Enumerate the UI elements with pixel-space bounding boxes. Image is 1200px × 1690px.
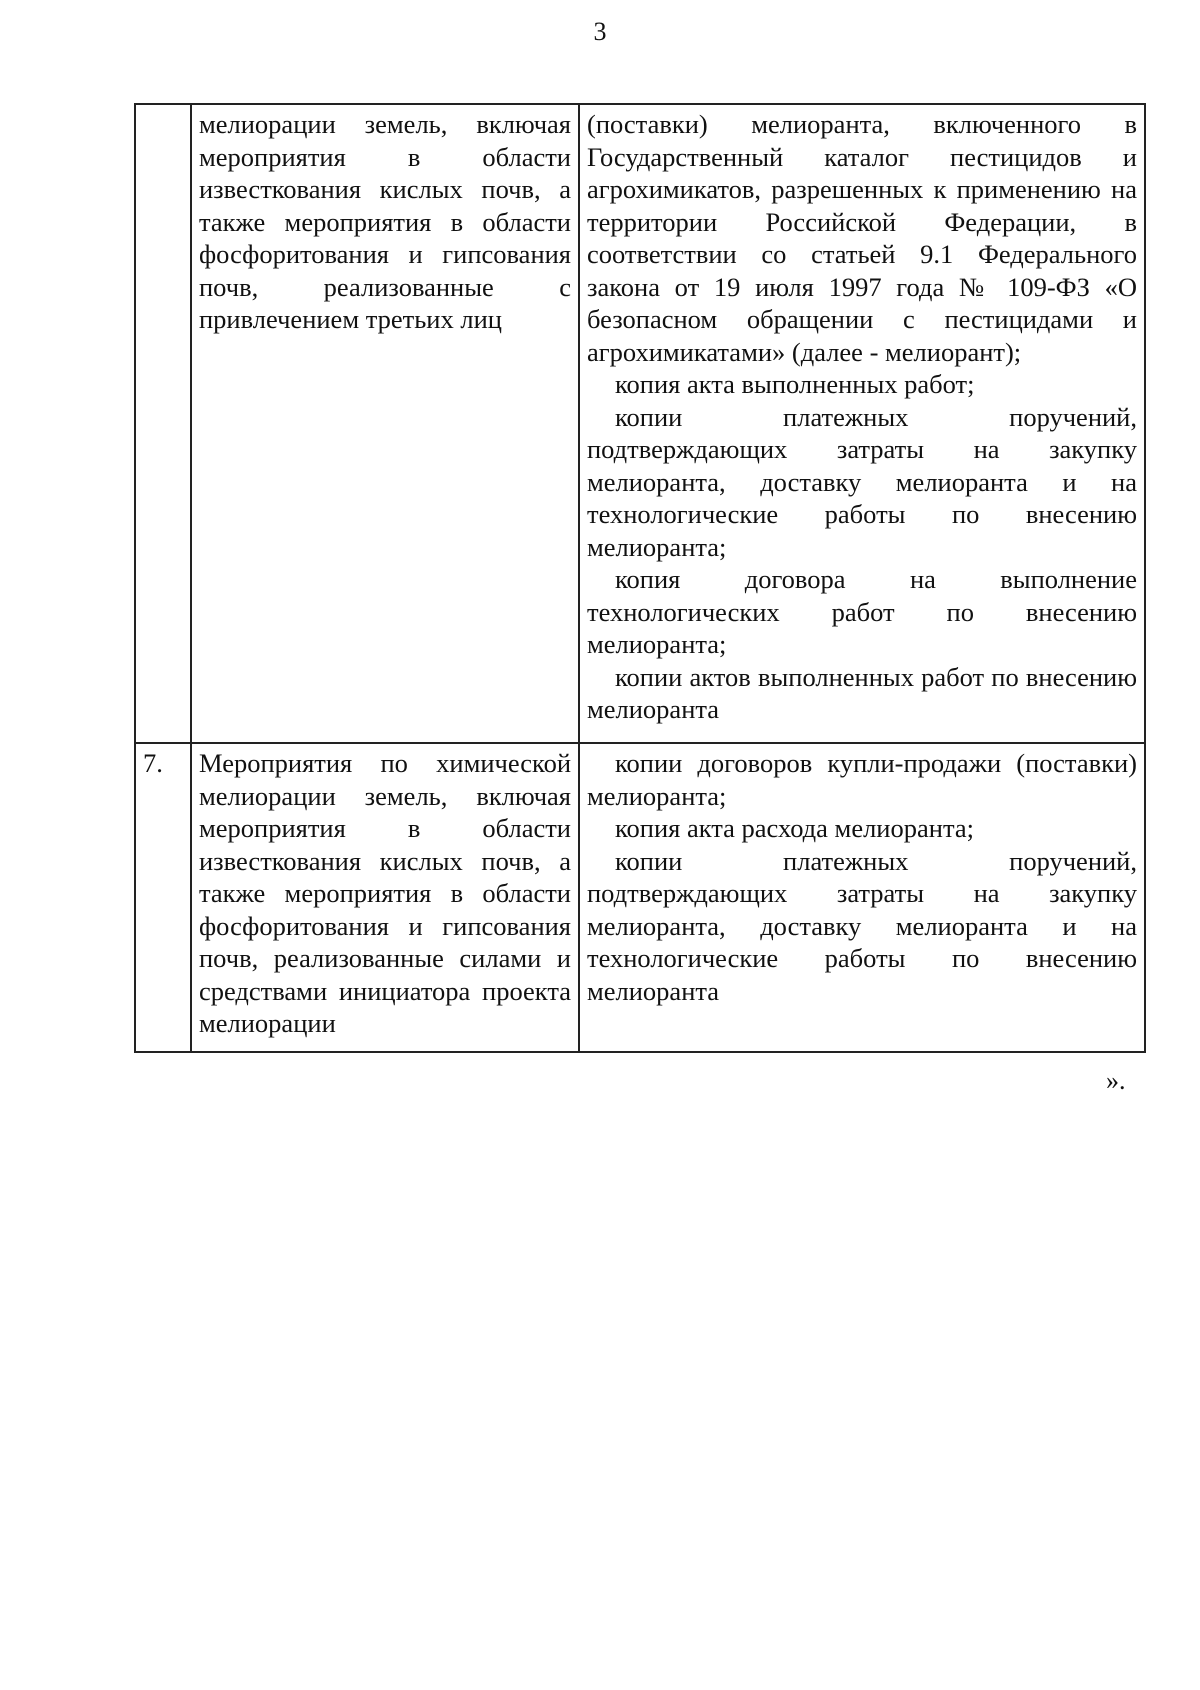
document-item: копия договора на выполнение технологических работ по внесению мелиоранта; [587,564,1137,659]
document-item: копии платежных поручений, подтверждающих затраты на закупку мелиоранта, доставку мелиоранта и на технологические работы по внесению мелиоранта [587,845,1137,1006]
document-item: (поставки) мелиоранта, включенного в Государственный каталог пестицидов и агрохимикатов, разрешенных к применению на территории Российской Федерации, в соответствии со статьей 9.1 Федерального закона от 19 июля 1997 года № 109-ФЗ «О безопасном обращении с пестицидами и агрохимикатами» (далее - мелиорант); [587,109,1137,367]
document-item: копии платежных поручений, подтверждающих затраты на закупку мелиоранта, доставку мелиоранта и на технологические работы по внесению мелиоранта; [587,401,1137,562]
event-cell [191,743,579,1052]
documents-cell [579,743,1145,1052]
document-item: копия акта выполненных работ; [615,369,975,399]
row-number-cell [135,104,191,743]
event-text: мелиорации земель, включая мероприятия в области известкования кислых почв, а также мероприятия в области фосфоритования и гипсования почв, реализованные с привлечением третьих лиц [199,109,571,334]
requirements-table [134,103,1146,1053]
documents-cell [579,104,1145,743]
document-item: копии договоров купли-продажи (поставки) мелиоранта; [587,748,1137,811]
document-item: копии актов выполненных работ по внесению мелиоранта [587,661,1137,724]
event-cell [191,104,579,743]
page-number: 3 [593,17,607,46]
table-row [135,743,1145,1052]
row-number-cell: 7. [135,743,191,1052]
table-row [135,104,1145,743]
document-item: копия акта расхода мелиоранта; [615,813,974,843]
closing-quote-mark: ». [1106,1066,1126,1095]
event-text: Мероприятия по химической мелиорации земель, включая мероприятия в области известкования кислых почв, а также мероприятия в области фосфоритования и гипсования почв, реализованные силами и средствами инициатора проекта мелиорации [199,748,571,1038]
